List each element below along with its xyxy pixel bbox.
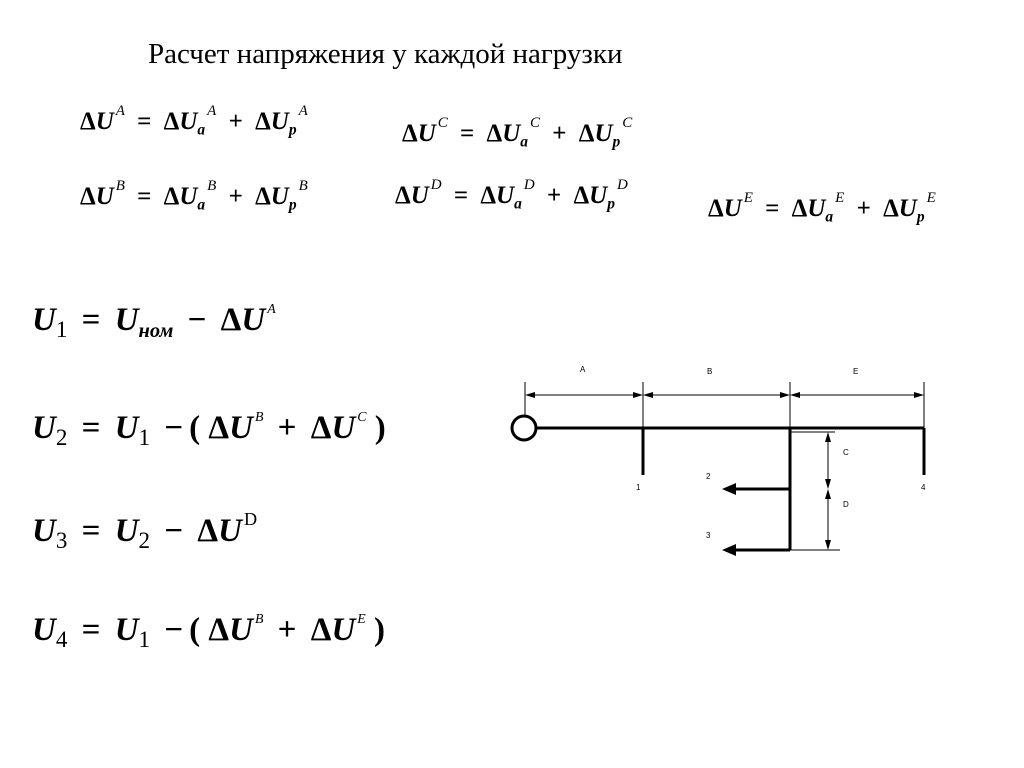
arrowhead (914, 392, 924, 398)
arrowhead (825, 432, 831, 442)
equation-delta-u-d: ΔU $^D = \Delta U_a^D + \Delta U_p^D$ (395, 176, 628, 213)
node-label-4: 4 (921, 483, 926, 492)
load-2-arrow (722, 483, 736, 495)
load-3-arrow (722, 544, 736, 556)
node-label-3: 3 (706, 531, 711, 540)
arrowhead (780, 392, 790, 398)
slide-title: Расчет напряжения у каждой нагрузки (148, 38, 623, 70)
segment-label-b: B (707, 367, 713, 376)
arrowhead (790, 392, 800, 398)
equation-delta-u-c: ΔU $^C = \Delta U_a^C + \Delta U_p^C$ (402, 114, 633, 151)
equation-delta-u-e: ΔU $^E = \Delta U_a^E + \Delta U_p^E$ (708, 189, 936, 226)
arrowhead (825, 489, 831, 499)
equation-u2: $U_2 = U_1$ − ( ΔU $^B$ + ΔU $^C$ ) (32, 409, 386, 450)
arrowhead (825, 540, 831, 550)
arrowhead (643, 392, 653, 398)
arrowhead (633, 392, 643, 398)
equation-u1: $U_1 = U_{ном} - \Delta U$ $^A$ (32, 301, 276, 343)
segment-label-e: E (853, 367, 859, 376)
arrowhead (825, 479, 831, 489)
equation-u3: $U_3 = U_2 - \Delta U$ $^D$ (32, 508, 258, 553)
segment-label-a: A (580, 365, 586, 374)
equation-delta-u-b: ΔU $^B = \Delta U_a^B + \Delta U_p^B$ (80, 177, 308, 214)
equation-delta-u-a: ΔU $^A = \Delta U_a^A + \Delta U_p^A$ (80, 102, 308, 139)
node-label-2: 2 (706, 472, 711, 481)
segment-label-c: C (843, 448, 849, 457)
arrowhead (525, 392, 535, 398)
node-label-1: 1 (636, 483, 641, 492)
equation-u4: $U_4 = U_1$ − ( ΔU $^B$ + ΔU $^E$ ) (32, 611, 385, 652)
source-node (512, 416, 536, 440)
segment-label-d: D (843, 500, 849, 509)
